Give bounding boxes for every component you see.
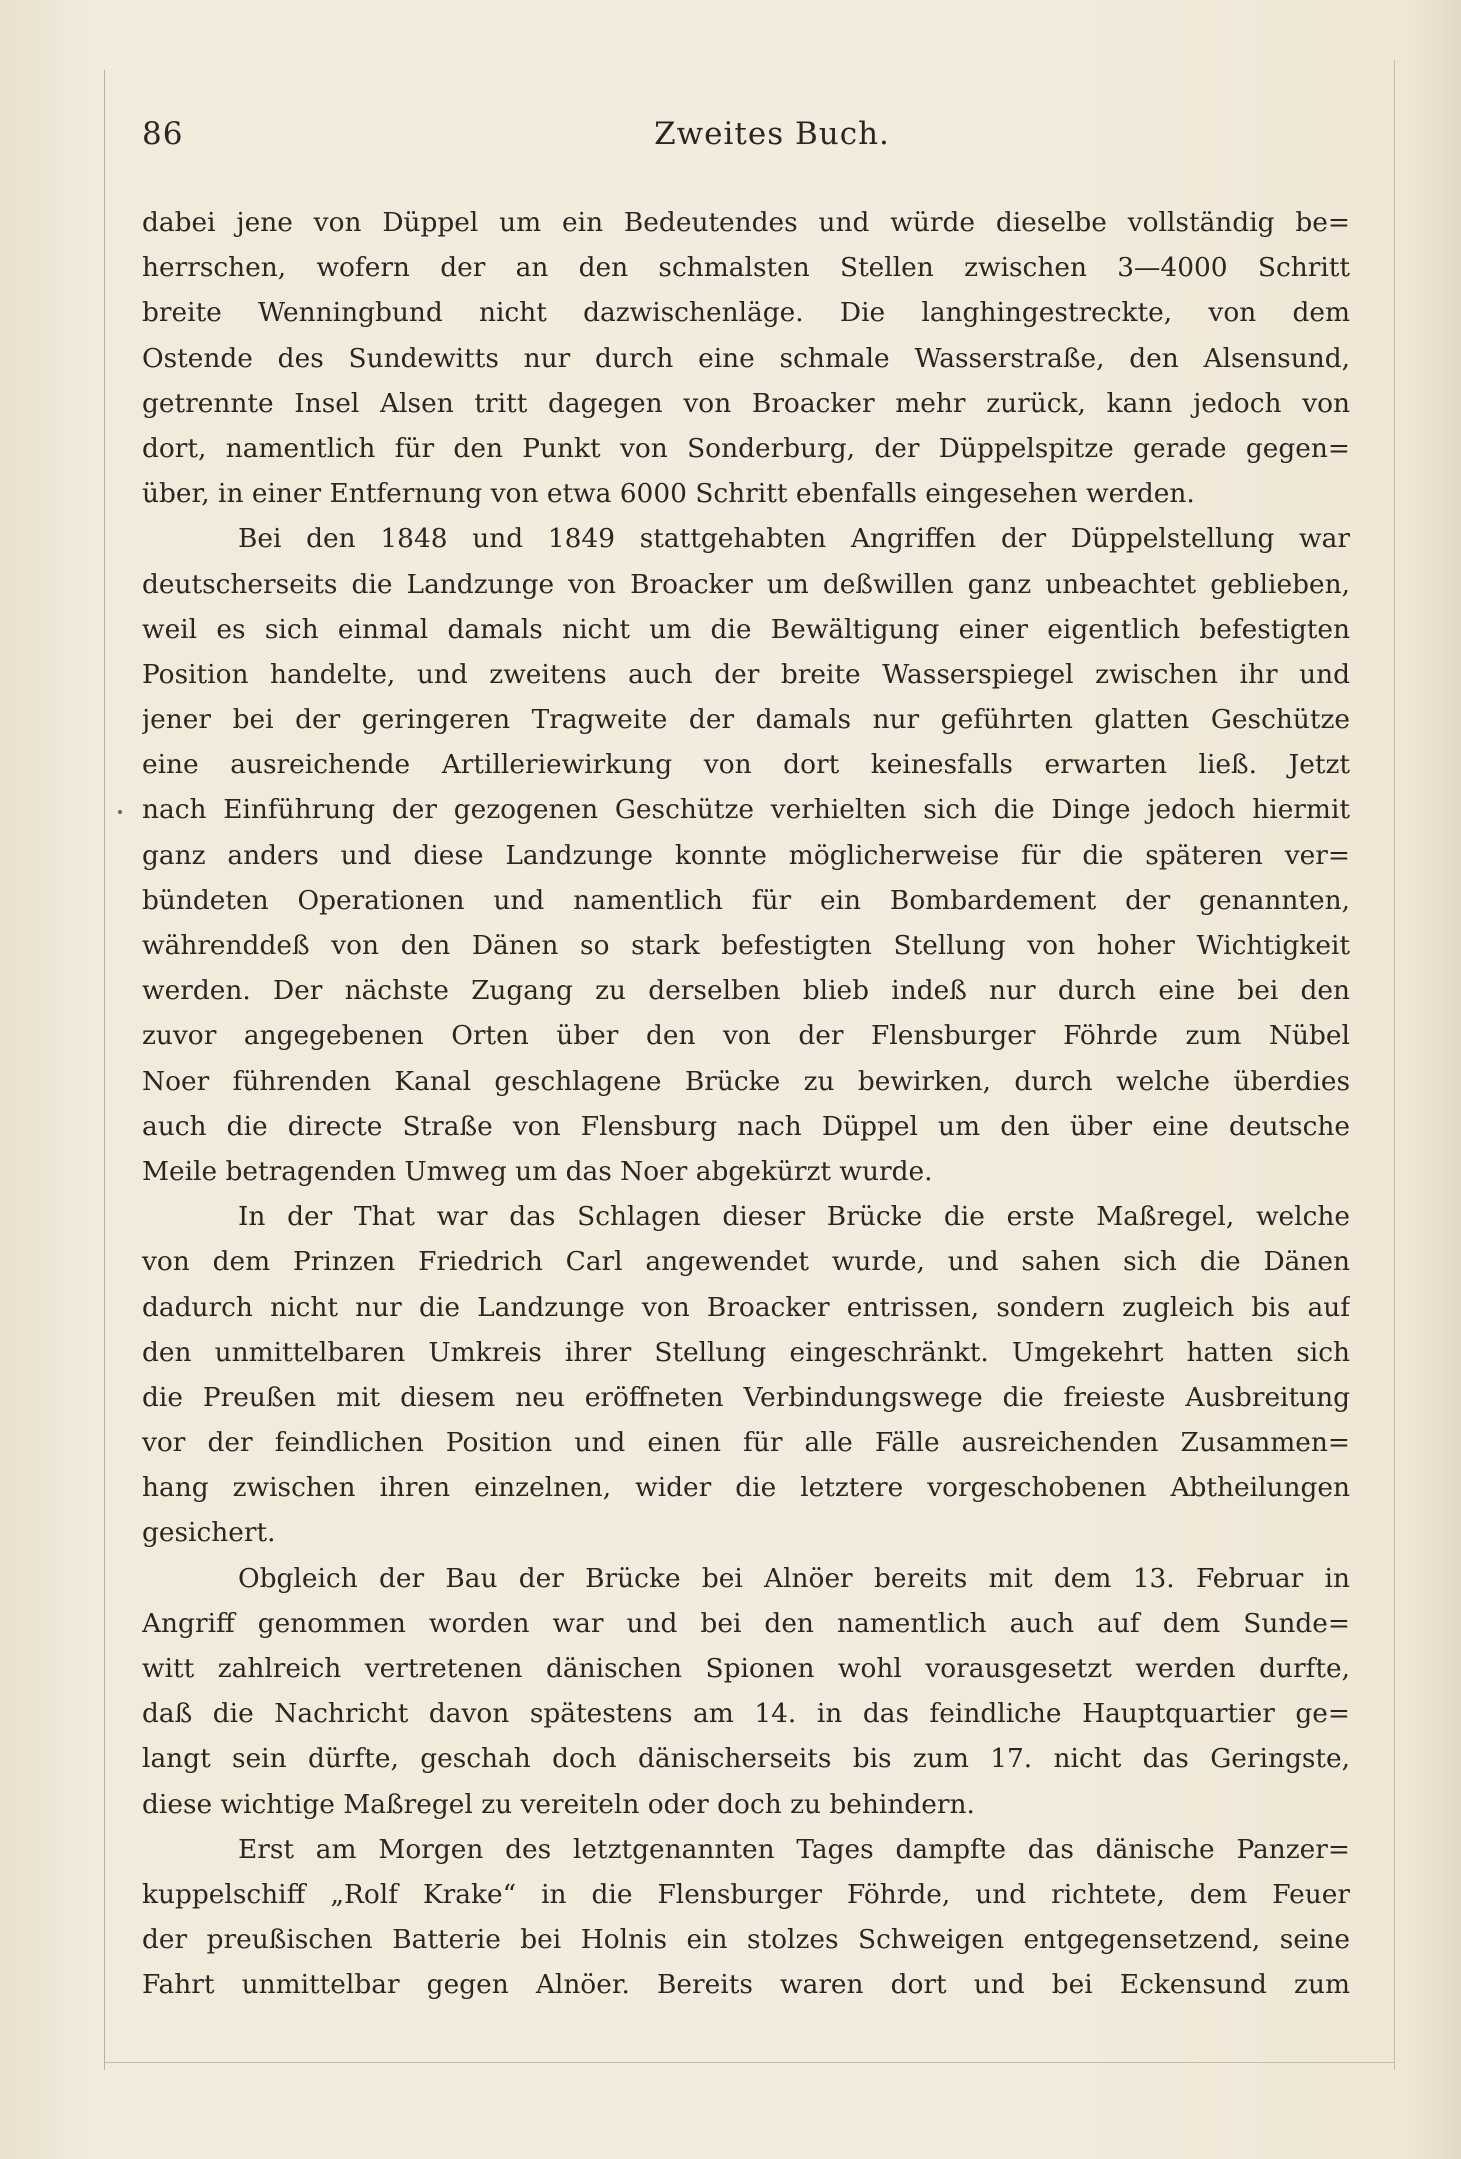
text-line: Fahrt unmittelbar gegen Alnöer. Bereits waren dort und bei Eckensund zum xyxy=(142,1969,1350,2001)
page-number: 86 xyxy=(142,116,184,152)
text-line: nach Einführung der gezogenen Geschütze verhielten sich die Dinge jedoch hiermit xyxy=(142,794,1350,826)
text-line: der preußischen Batterie bei Holnis ein stolzes Schweigen entgegensetzend, seine xyxy=(142,1924,1350,1956)
text-line: Noer führenden Kanal geschlagene Brücke zu bewirken, durch welche überdies xyxy=(142,1065,1350,1097)
page-header xyxy=(142,116,1350,164)
text-line: von dem Prinzen Friedrich Carl angewendet wurde, und sahen sich die Dänen xyxy=(142,1246,1350,1278)
text-line: werden. Der nächste Zugang zu derselben blieb indeß nur durch eine bei den xyxy=(142,975,1350,1007)
bottom-margin-rule xyxy=(104,2062,1394,2063)
running-title: Zweites Buch. xyxy=(654,116,890,152)
left-margin-rule xyxy=(104,70,105,2070)
margin-mark xyxy=(118,810,122,814)
text-line: witt zahlreich vertretenen dänischen Spionen wohl vorausgesetzt werden durfte, xyxy=(142,1653,1350,1684)
text-line: Meile betragenden Umweg um das Noer abgekürzt wurde. xyxy=(142,1155,933,1187)
text-line: hang zwischen ihren einzelnen, wider die letztere vorgeschobenen Abtheilungen xyxy=(142,1472,1350,1504)
text-line: langt sein dürfte, geschah doch dänischerseits bis zum 17. nicht das Geringste, xyxy=(142,1743,1350,1775)
text-line: auch die directe Straße von Flensburg nach Düppel um den über eine deutsche xyxy=(142,1110,1350,1142)
text-line: diese wichtige Maßregel zu vereiteln oder doch zu behindern. xyxy=(142,1788,975,1820)
text-line: den unmittelbaren Umkreis ihrer Stellung eingeschränkt. Umgekehrt hatten sich xyxy=(142,1336,1350,1368)
text-line: Bei den 1848 und 1849 stattgehabten Angriffen der Düppelstellung war xyxy=(238,523,1350,555)
body-text xyxy=(142,200,1350,2008)
text-line: jener bei der geringeren Tragweite der damals nur geführten glatten Geschütze xyxy=(142,704,1350,736)
text-line: währenddeß von den Dänen so stark befestigten Stellung von hoher Wichtigkeit xyxy=(142,930,1350,961)
text-line: Ostende des Sundewitts nur durch eine schmale Wasserstraße, den Alsensund, xyxy=(142,342,1350,374)
text-line: vor der feindlichen Position und einen für alle Fälle ausreichenden Zusammen= xyxy=(142,1427,1350,1459)
text-line: dabei jene von Düppel um ein Bedeutendes und würde dieselbe vollständig be= xyxy=(142,207,1350,238)
text-line: kuppelschiff „Rolf Krake“ in die Flensburger Föhrde, und richtete, dem Feuer xyxy=(142,1878,1350,1910)
text-line: zuvor angegebenen Orten über den von der Flensburger Föhrde zum Nübel xyxy=(142,1020,1350,1052)
text-line: über, in einer Entfernung von etwa 6000 Schritt ebenfalls eingesehen werden. xyxy=(142,478,1195,510)
text-line: Obgleich der Bau der Brücke bei Alnöer bereits mit dem 13. Februar in xyxy=(238,1562,1350,1594)
text-line: gesichert. xyxy=(142,1517,276,1549)
text-line: Position handelte, und zweitens auch der breite Wasserspiegel zwischen ihr und xyxy=(142,658,1350,690)
text-line: die Preußen mit diesem neu eröffneten Verbindungswege die freieste Ausbreitung xyxy=(142,1381,1350,1413)
text-line: Erst am Morgen des letztgenannten Tages dampfte das dänische Panzer= xyxy=(238,1833,1350,1865)
text-line: breite Wenningbund nicht dazwischenläge. Die langhingestreckte, von dem xyxy=(142,297,1350,329)
text-line: In der That war das Schlagen dieser Brücke die erste Maßregel, welche xyxy=(238,1201,1350,1233)
text-line: deutscherseits die Landzunge von Broacker um deßwillen ganz unbeachtet geblieben, xyxy=(142,568,1350,600)
text-line: herrschen, wofern der an den schmalsten Stellen zwischen 3—4000 Schritt xyxy=(142,252,1350,284)
text-line: bündeten Operationen und namentlich für ein Bombardement der genannten, xyxy=(142,884,1350,916)
text-line: dadurch nicht nur die Landzunge von Broacker entrissen, sondern zugleich bis auf xyxy=(142,1291,1350,1323)
right-margin-rule xyxy=(1394,60,1395,2070)
text-line: dort, namentlich für den Punkt von Sonderburg, der Düppelspitze gerade gegen= xyxy=(142,432,1350,464)
text-line: daß die Nachricht davon spätestens am 14. in das feindliche Hauptquartier ge= xyxy=(142,1698,1350,1730)
page-edge-shadow xyxy=(1410,0,1461,2159)
text-line: getrennte Insel Alsen tritt dagegen von Broacker mehr zurück, kann jedoch von xyxy=(142,387,1350,419)
text-line: Angriff genommen worden war und bei den namentlich auch auf dem Sunde= xyxy=(142,1607,1350,1639)
text-line: ganz anders und diese Landzunge konnte möglicherweise für die späteren ver= xyxy=(142,839,1350,871)
text-line: weil es sich einmal damals nicht um die Bewältigung einer eigentlich befestigten xyxy=(142,613,1350,645)
text-line: eine ausreichende Artilleriewirkung von dort keinesfalls erwarten ließ. Jetzt xyxy=(142,749,1350,781)
